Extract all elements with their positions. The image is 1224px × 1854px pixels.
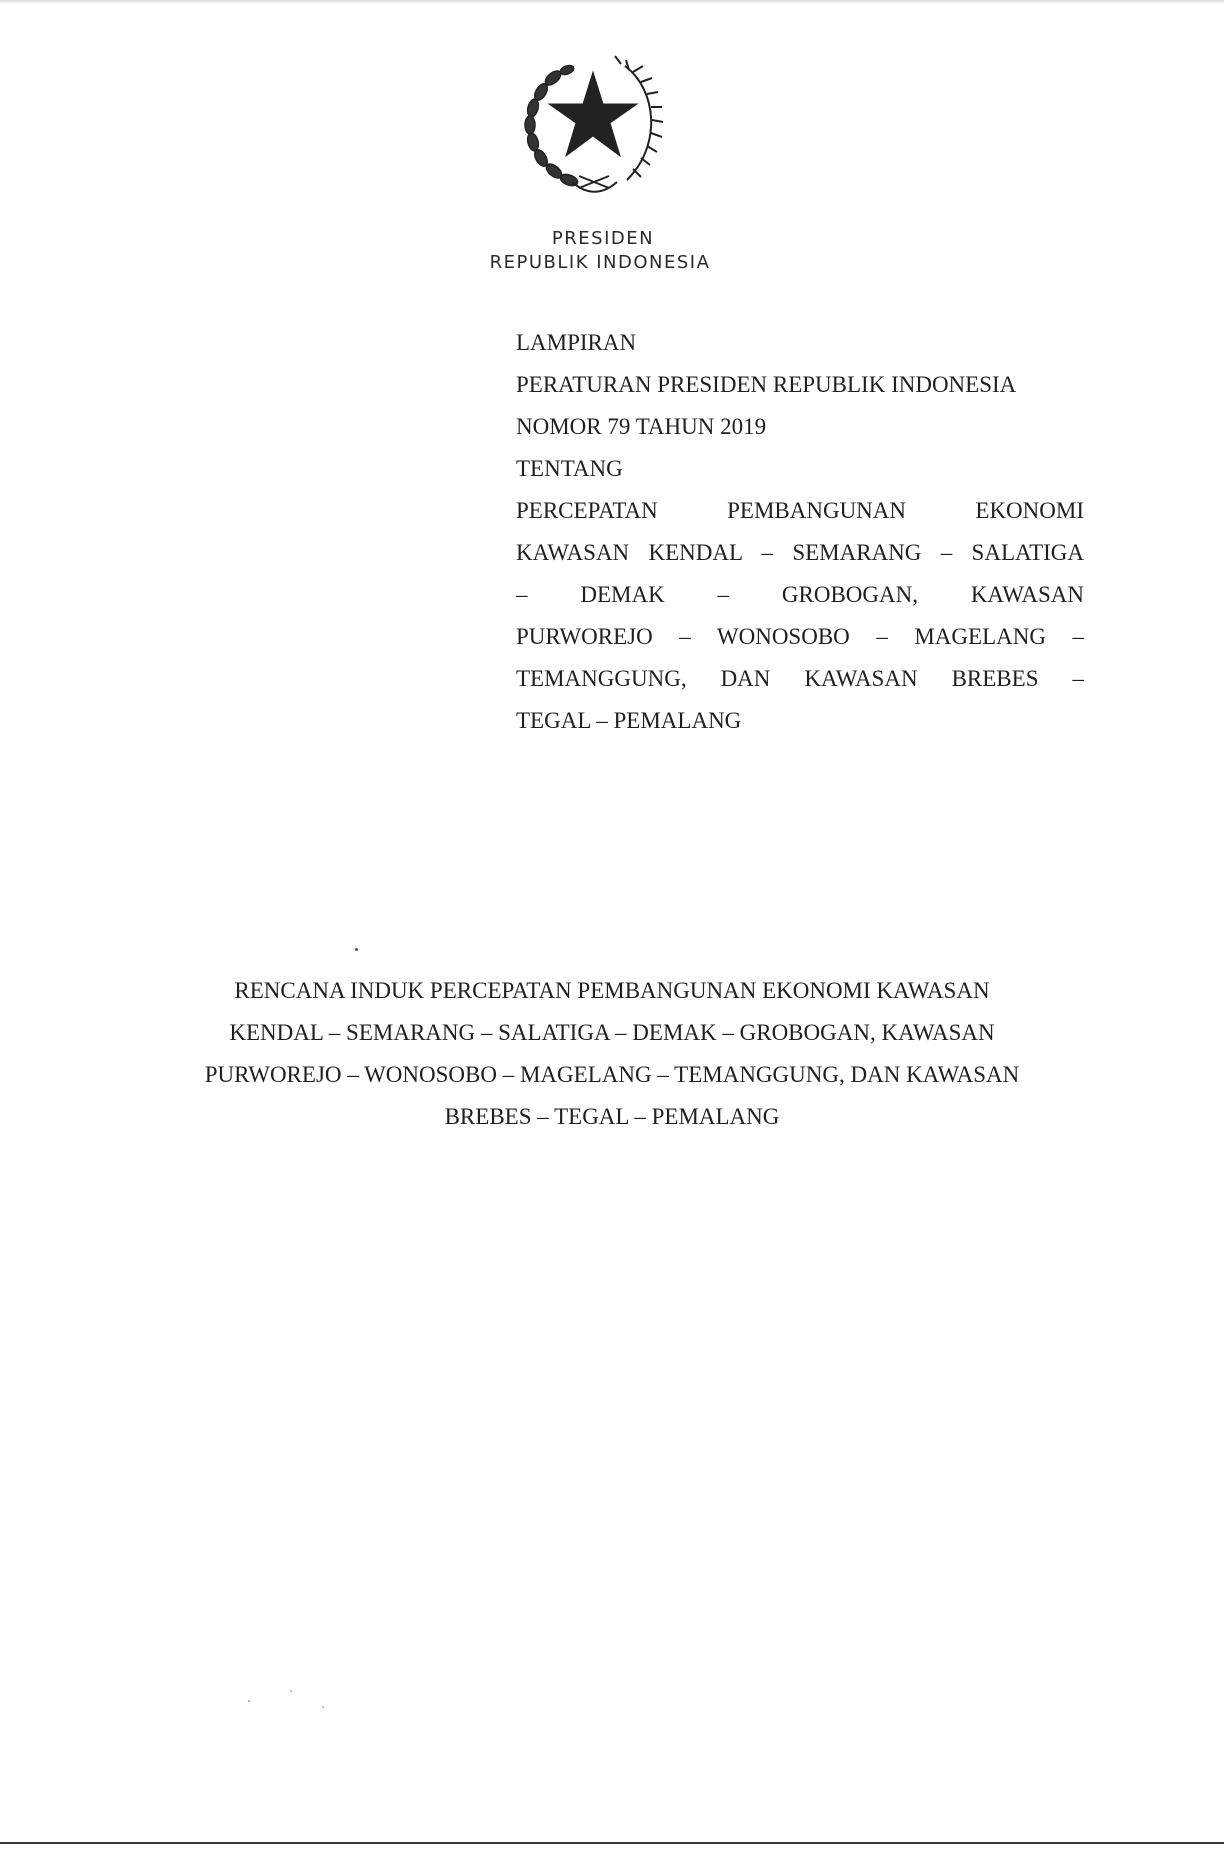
scan-bottom-edge xyxy=(0,1842,1224,1844)
lampiran-line: NOMOR 79 TAHUN 2019 xyxy=(516,414,767,439)
title-line: BREBES – TEGAL – PEMALANG xyxy=(444,1104,780,1129)
lampiran-line: PERCEPATAN PEMBANGUNAN EKONOMI xyxy=(516,498,1084,523)
lampiran-line: PERATURAN PRESIDEN REPUBLIK INDONESIA xyxy=(516,372,1017,397)
lampiran-line: PURWOREJO – WONOSOBO – MAGELANG – xyxy=(516,624,1084,649)
star-wreath-emblem-icon xyxy=(517,50,669,198)
scan-top-edge xyxy=(0,0,1224,4)
letterhead-line-republik: REPUBLIK INDONESIA xyxy=(489,252,711,273)
title-line: PURWOREJO – WONOSOBO – MAGELANG – TEMANGGUNG, DAN KAWASAN xyxy=(204,1062,1020,1087)
lampiran-line: KAWASAN KENDAL – SEMARANG – SALATIGA xyxy=(516,540,1084,565)
lampiran-block xyxy=(516,322,1084,742)
scan-speck xyxy=(290,1690,292,1692)
document-title xyxy=(80,970,1144,1138)
letterhead-line-presiden: PRESIDEN xyxy=(551,228,655,249)
scan-speck xyxy=(355,948,358,951)
scan-speck xyxy=(248,1700,250,1702)
lampiran-line: – DEMAK – GROBOGAN, KAWASAN xyxy=(516,582,1084,607)
scan-speck xyxy=(322,1706,324,1708)
title-line: RENCANA INDUK PERCEPATAN PEMBANGUNAN EKONOMI KAWASAN xyxy=(234,978,990,1003)
lampiran-line: LAMPIRAN xyxy=(516,330,637,355)
lampiran-line: TEGAL – PEMALANG xyxy=(516,708,742,733)
lampiran-line: TENTANG xyxy=(516,456,623,481)
title-line: KENDAL – SEMARANG – SALATIGA – DEMAK – GROBOGAN, KAWASAN xyxy=(229,1020,995,1045)
lampiran-line: TEMANGGUNG, DAN KAWASAN BREBES – xyxy=(516,666,1084,691)
